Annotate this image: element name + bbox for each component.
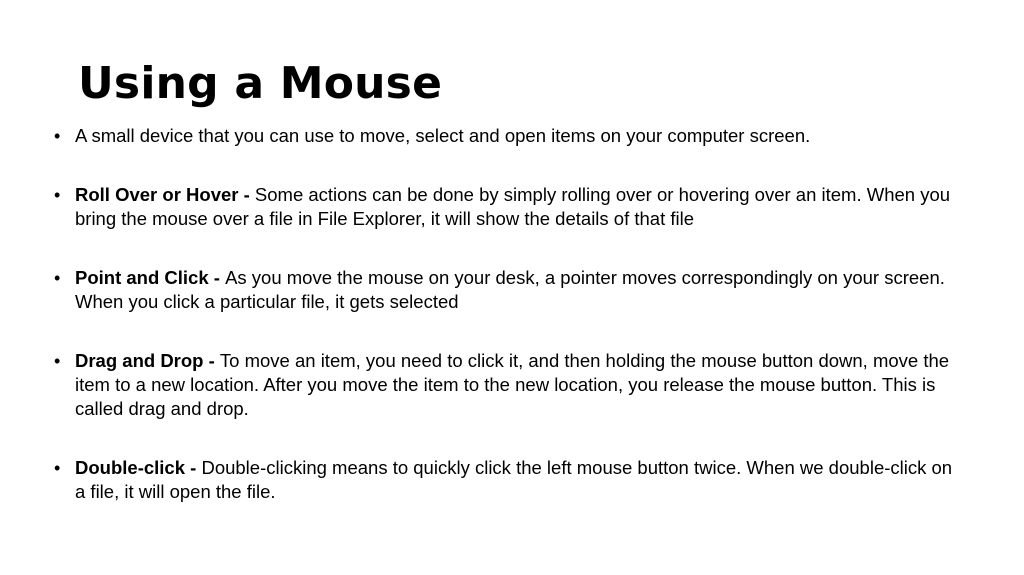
bullet-list (54, 124, 966, 504)
bullet-dot-icon: • (54, 458, 61, 478)
bullet-item-drag-drop (54, 349, 966, 421)
bullet-text: Some actions can be done by simply rolling over or hovering over an item. When you bring the mouse over a file in File Explorer, it will show the details of that file (75, 184, 951, 229)
bullet-text: A small device that you can use to move, select and open items on your computer screen. (75, 125, 811, 146)
bullet-item-roll-over (54, 183, 966, 231)
slide-title: Using a Mouse (78, 58, 443, 109)
bullet-dot-icon: • (54, 351, 61, 371)
bullet-term: Drag and Drop - (75, 350, 220, 371)
bullet-dot-icon: • (54, 185, 61, 205)
bullet-item-intro (54, 124, 966, 148)
bullet-term: Roll Over or Hover - (75, 184, 255, 205)
bullet-term: Double-click - (75, 457, 202, 478)
bullet-term: Point and Click - (75, 267, 226, 288)
bullet-item-double-click (54, 456, 966, 504)
bullet-text: To move an item, you need to click it, and then holding the mouse button down, move the item to a new location. After you move the item to the new location, you release the mouse button. This is called drag and drop. (75, 350, 950, 419)
bullet-item-point-click (54, 266, 966, 314)
bullet-dot-icon: • (54, 126, 61, 146)
bullet-text: As you move the mouse on your desk, a pointer moves correspondingly on your screen. When you click a particular file, it gets selected (75, 267, 945, 312)
bullet-text: Double-clicking means to quickly click the left mouse button twice. When we double-click on a file, it will open the file. (75, 457, 953, 502)
bullet-dot-icon: • (54, 268, 61, 288)
